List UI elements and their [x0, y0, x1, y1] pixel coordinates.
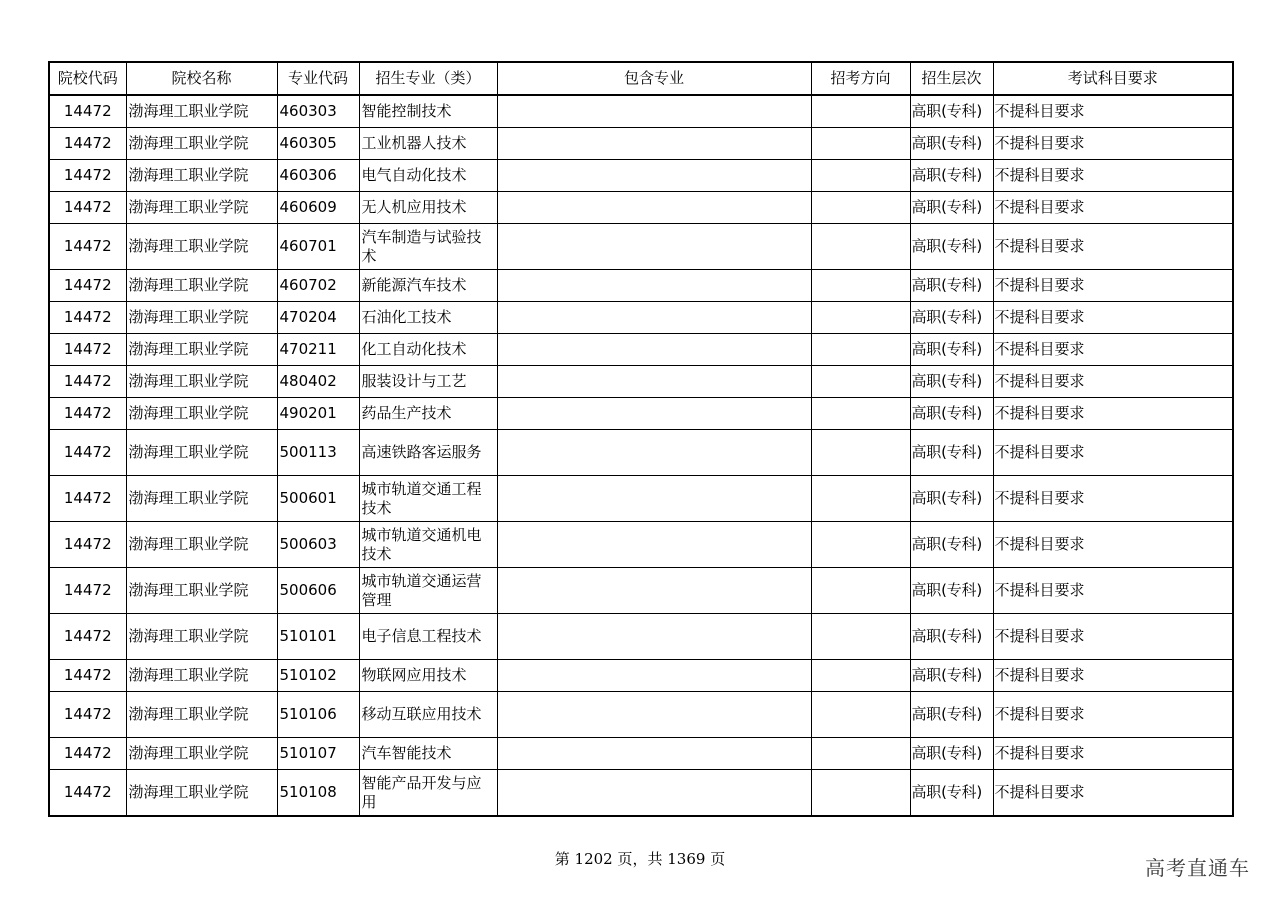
cell-direction — [811, 192, 910, 224]
cell-major-code: 460306 — [277, 160, 359, 192]
table-row — [49, 192, 1233, 224]
cell-direction — [811, 614, 910, 660]
cell-level: 高职(专科) — [910, 614, 993, 660]
cell-subject-requirement: 不提科目要求 — [993, 430, 1233, 476]
cell-major: 物联网应用技术 — [359, 660, 497, 692]
cell-level: 高职(专科) — [910, 430, 993, 476]
cell-direction — [811, 738, 910, 770]
cell-school-name: 渤海理工职业学院 — [126, 192, 277, 224]
cell-school-code: 14472 — [49, 160, 126, 192]
header-level: 招生层次 — [910, 62, 993, 95]
cell-included-majors — [497, 770, 811, 817]
cell-major: 汽车智能技术 — [359, 738, 497, 770]
cell-included-majors — [497, 366, 811, 398]
cell-level: 高职(专科) — [910, 270, 993, 302]
cell-included-majors — [497, 128, 811, 160]
cell-major: 汽车制造与试验技术 — [359, 224, 497, 270]
cell-major-code: 510101 — [277, 614, 359, 660]
cell-included-majors — [497, 660, 811, 692]
cell-school-code: 14472 — [49, 692, 126, 738]
cell-major-code: 510107 — [277, 738, 359, 770]
cell-subject-requirement: 不提科目要求 — [993, 366, 1233, 398]
cell-major-code: 460303 — [277, 95, 359, 128]
cell-direction — [811, 95, 910, 128]
table-row — [49, 224, 1233, 270]
cell-school-code: 14472 — [49, 224, 126, 270]
table-row — [49, 302, 1233, 334]
cell-major-code: 500113 — [277, 430, 359, 476]
cell-major: 无人机应用技术 — [359, 192, 497, 224]
cell-direction — [811, 430, 910, 476]
cell-subject-requirement: 不提科目要求 — [993, 128, 1233, 160]
cell-school-code: 14472 — [49, 430, 126, 476]
cell-subject-requirement: 不提科目要求 — [993, 334, 1233, 366]
cell-major-code: 510102 — [277, 660, 359, 692]
cell-included-majors — [497, 270, 811, 302]
cell-level: 高职(专科) — [910, 770, 993, 817]
cell-major-code: 470204 — [277, 302, 359, 334]
cell-school-name: 渤海理工职业学院 — [126, 430, 277, 476]
table-row — [49, 568, 1233, 614]
cell-major: 新能源汽车技术 — [359, 270, 497, 302]
cell-school-name: 渤海理工职业学院 — [126, 522, 277, 568]
header-school-code: 院校代码 — [49, 62, 126, 95]
cell-major-code: 460702 — [277, 270, 359, 302]
cell-major: 城市轨道交通机电技术 — [359, 522, 497, 568]
cell-school-code: 14472 — [49, 738, 126, 770]
cell-direction — [811, 476, 910, 522]
cell-direction — [811, 334, 910, 366]
cell-included-majors — [497, 95, 811, 128]
cell-major: 智能产品开发与应用 — [359, 770, 497, 817]
cell-school-name: 渤海理工职业学院 — [126, 660, 277, 692]
cell-direction — [811, 522, 910, 568]
cell-level: 高职(专科) — [910, 568, 993, 614]
cell-direction — [811, 366, 910, 398]
cell-subject-requirement: 不提科目要求 — [993, 95, 1233, 128]
cell-major: 石油化工技术 — [359, 302, 497, 334]
admissions-table — [48, 61, 1234, 817]
cell-school-name: 渤海理工职业学院 — [126, 224, 277, 270]
cell-school-name: 渤海理工职业学院 — [126, 692, 277, 738]
cell-major-code: 470211 — [277, 334, 359, 366]
cell-subject-requirement: 不提科目要求 — [993, 398, 1233, 430]
table-row — [49, 160, 1233, 192]
cell-included-majors — [497, 476, 811, 522]
table-row — [49, 770, 1233, 817]
table-row — [49, 522, 1233, 568]
cell-level: 高职(专科) — [910, 128, 993, 160]
cell-direction — [811, 302, 910, 334]
cell-school-code: 14472 — [49, 770, 126, 817]
cell-school-code: 14472 — [49, 568, 126, 614]
header-direction: 招考方向 — [811, 62, 910, 95]
cell-direction — [811, 128, 910, 160]
cell-school-code: 14472 — [49, 270, 126, 302]
cell-level: 高职(专科) — [910, 476, 993, 522]
cell-major: 工业机器人技术 — [359, 128, 497, 160]
cell-major-code: 480402 — [277, 366, 359, 398]
cell-subject-requirement: 不提科目要求 — [993, 224, 1233, 270]
cell-subject-requirement: 不提科目要求 — [993, 568, 1233, 614]
cell-school-name: 渤海理工职业学院 — [126, 568, 277, 614]
cell-level: 高职(专科) — [910, 302, 993, 334]
cell-school-code: 14472 — [49, 302, 126, 334]
cell-school-name: 渤海理工职业学院 — [126, 128, 277, 160]
cell-school-code: 14472 — [49, 95, 126, 128]
cell-included-majors — [497, 692, 811, 738]
cell-major: 化工自动化技术 — [359, 334, 497, 366]
cell-included-majors — [497, 334, 811, 366]
cell-school-name: 渤海理工职业学院 — [126, 95, 277, 128]
cell-included-majors — [497, 614, 811, 660]
cell-included-majors — [497, 568, 811, 614]
header-major: 招生专业（类） — [359, 62, 497, 95]
cell-level: 高职(专科) — [910, 522, 993, 568]
cell-included-majors — [497, 522, 811, 568]
cell-subject-requirement: 不提科目要求 — [993, 614, 1233, 660]
cell-school-code: 14472 — [49, 366, 126, 398]
cell-major-code: 460305 — [277, 128, 359, 160]
cell-subject-requirement: 不提科目要求 — [993, 522, 1233, 568]
cell-major: 药品生产技术 — [359, 398, 497, 430]
table-row — [49, 692, 1233, 738]
cell-level: 高职(专科) — [910, 398, 993, 430]
cell-school-name: 渤海理工职业学院 — [126, 770, 277, 817]
page-number: 第 1202 页，共 1369 页 — [554, 850, 726, 868]
cell-school-name: 渤海理工职业学院 — [126, 476, 277, 522]
cell-direction — [811, 770, 910, 817]
cell-subject-requirement: 不提科目要求 — [993, 770, 1233, 817]
cell-school-code: 14472 — [49, 398, 126, 430]
cell-school-name: 渤海理工职业学院 — [126, 366, 277, 398]
table-body — [49, 95, 1233, 816]
cell-school-name: 渤海理工职业学院 — [126, 160, 277, 192]
cell-direction — [811, 224, 910, 270]
cell-level: 高职(专科) — [910, 334, 993, 366]
cell-major-code: 510106 — [277, 692, 359, 738]
cell-school-name: 渤海理工职业学院 — [126, 302, 277, 334]
cell-subject-requirement: 不提科目要求 — [993, 192, 1233, 224]
cell-direction — [811, 660, 910, 692]
cell-level: 高职(专科) — [910, 224, 993, 270]
cell-school-code: 14472 — [49, 128, 126, 160]
header-school-name: 院校名称 — [126, 62, 277, 95]
cell-subject-requirement: 不提科目要求 — [993, 160, 1233, 192]
cell-school-code: 14472 — [49, 334, 126, 366]
cell-included-majors — [497, 192, 811, 224]
cell-major-code: 490201 — [277, 398, 359, 430]
cell-school-name: 渤海理工职业学院 — [126, 614, 277, 660]
cell-major: 服装设计与工艺 — [359, 366, 497, 398]
table-row — [49, 128, 1233, 160]
cell-included-majors — [497, 224, 811, 270]
cell-level: 高职(专科) — [910, 160, 993, 192]
cell-direction — [811, 160, 910, 192]
cell-level: 高职(专科) — [910, 95, 993, 128]
cell-school-code: 14472 — [49, 476, 126, 522]
cell-major-code: 510108 — [277, 770, 359, 817]
cell-major-code: 460701 — [277, 224, 359, 270]
cell-subject-requirement: 不提科目要求 — [993, 270, 1233, 302]
cell-major: 高速铁路客运服务 — [359, 430, 497, 476]
cell-subject-requirement: 不提科目要求 — [993, 738, 1233, 770]
table-row — [49, 398, 1233, 430]
table-row — [49, 476, 1233, 522]
cell-major: 电气自动化技术 — [359, 160, 497, 192]
cell-major: 城市轨道交通运营管理 — [359, 568, 497, 614]
cell-included-majors — [497, 430, 811, 476]
table-row — [49, 430, 1233, 476]
cell-direction — [811, 692, 910, 738]
cell-school-name: 渤海理工职业学院 — [126, 738, 277, 770]
table-row — [49, 95, 1233, 128]
header-major-code: 专业代码 — [277, 62, 359, 95]
cell-major: 移动互联应用技术 — [359, 692, 497, 738]
cell-major: 城市轨道交通工程技术 — [359, 476, 497, 522]
cell-level: 高职(专科) — [910, 692, 993, 738]
cell-subject-requirement: 不提科目要求 — [993, 692, 1233, 738]
cell-school-code: 14472 — [49, 614, 126, 660]
cell-included-majors — [497, 302, 811, 334]
header-row — [49, 62, 1233, 95]
cell-school-code: 14472 — [49, 660, 126, 692]
watermark: 高考直通车 — [1145, 856, 1250, 880]
cell-included-majors — [497, 738, 811, 770]
header-included-majors: 包含专业 — [497, 62, 811, 95]
cell-level: 高职(专科) — [910, 738, 993, 770]
table-row — [49, 614, 1233, 660]
cell-school-code: 14472 — [49, 192, 126, 224]
cell-major-code: 460609 — [277, 192, 359, 224]
cell-school-name: 渤海理工职业学院 — [126, 334, 277, 366]
cell-direction — [811, 568, 910, 614]
cell-included-majors — [497, 398, 811, 430]
cell-major-code: 500601 — [277, 476, 359, 522]
cell-direction — [811, 398, 910, 430]
cell-school-name: 渤海理工职业学院 — [126, 270, 277, 302]
cell-school-code: 14472 — [49, 522, 126, 568]
table-row — [49, 334, 1233, 366]
table-row — [49, 738, 1233, 770]
cell-school-name: 渤海理工职业学院 — [126, 398, 277, 430]
cell-major-code: 500606 — [277, 568, 359, 614]
cell-major: 智能控制技术 — [359, 95, 497, 128]
cell-major-code: 500603 — [277, 522, 359, 568]
cell-subject-requirement: 不提科目要求 — [993, 660, 1233, 692]
cell-subject-requirement: 不提科目要求 — [993, 302, 1233, 334]
cell-included-majors — [497, 160, 811, 192]
cell-major: 电子信息工程技术 — [359, 614, 497, 660]
cell-level: 高职(专科) — [910, 366, 993, 398]
cell-level: 高职(专科) — [910, 660, 993, 692]
table-row — [49, 270, 1233, 302]
cell-level: 高职(专科) — [910, 192, 993, 224]
cell-subject-requirement: 不提科目要求 — [993, 476, 1233, 522]
cell-direction — [811, 270, 910, 302]
header-subject-requirement: 考试科目要求 — [993, 62, 1233, 95]
table-row — [49, 660, 1233, 692]
table-row — [49, 366, 1233, 398]
